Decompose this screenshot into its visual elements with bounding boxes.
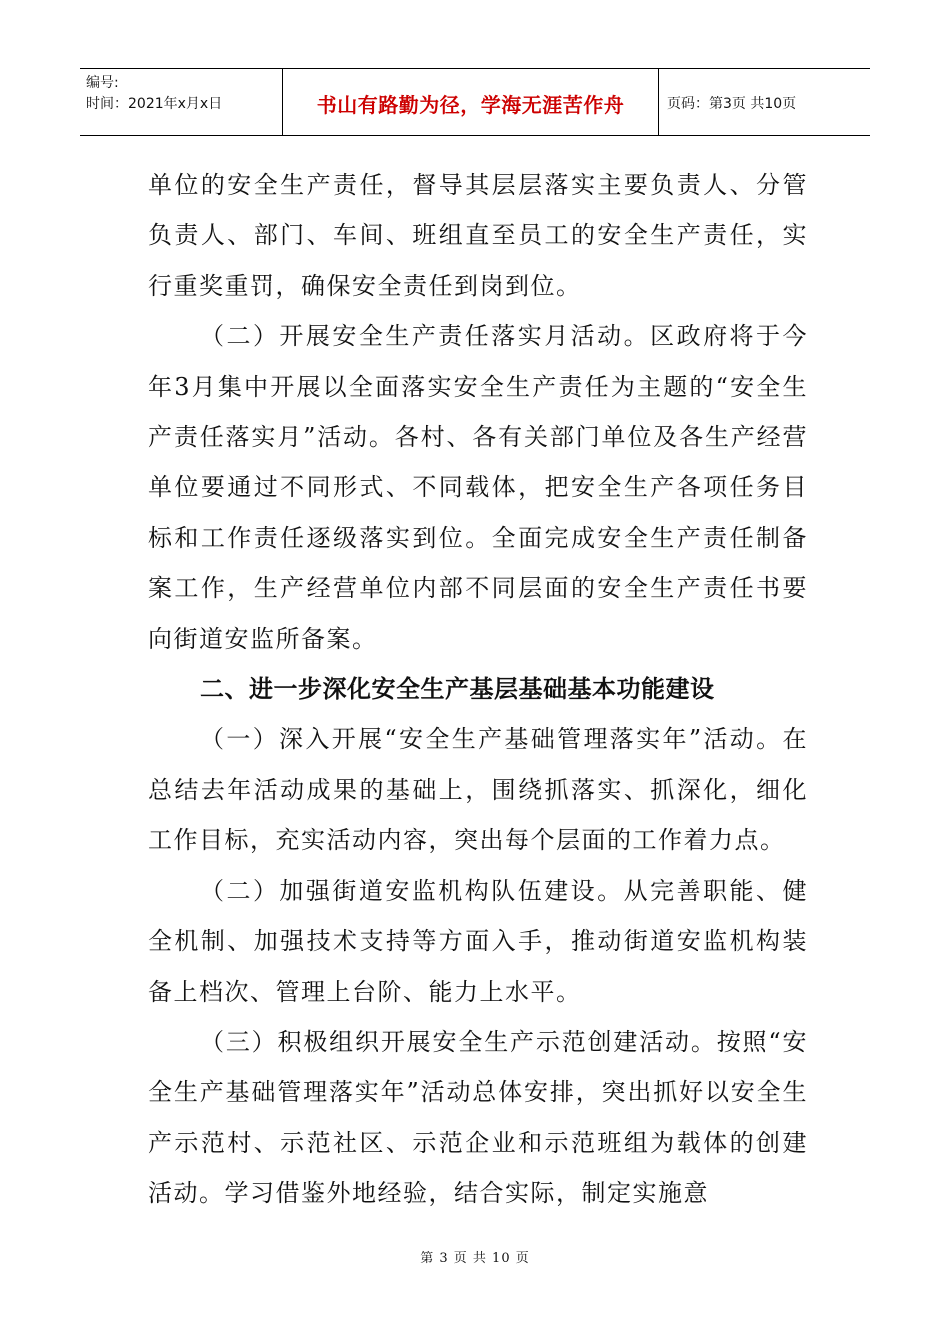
paragraph-foundation-year: （一）深入开展“安全生产基础管理落实年”活动。在总结去年活动成果的基础上，围绕抓落实、抓深化，细化工作目标，充实活动内容，突出每个层面的工作着力点。 bbox=[148, 725, 808, 855]
paragraph-responsibility-month: （二）开展安全生产责任落实月活动。区政府将于今年3月集中开展以全面落实安全生产责任为主题的“安全生产责任落实月”活动。各村、各有关部门单位及各生产经营单位要通过不同形式、不同载体，把安全生产各项任务目标和工作责任逐级落实到位。全面完成安全生产责任制备案工作，生产经营单位内部不同层面的安全生产责任书要向街道安监所备案。 bbox=[148, 322, 808, 653]
number-label: 编号: bbox=[86, 75, 119, 91]
document-body bbox=[148, 160, 808, 1219]
header-motto: 书山有路勤为径，学海无涯苦作舟 bbox=[283, 69, 659, 135]
paragraph-supervision-team: （二）加强街道安监机构队伍建设。从完善职能、健全机制、加强技术支持等方面入手，推动街道安监机构装备上档次、管理上台阶、能力上水平。 bbox=[148, 876, 808, 1006]
page-footer: 第 3 页 共 10 页 bbox=[420, 1251, 530, 1266]
paragraph-continuation: 单位的安全生产责任，督导其层层落实主要负责人、分管负责人、部门、车间、班组直至员工的安全生产责任，实行重奖重罚，确保安全责任到岗到位。 bbox=[148, 171, 808, 300]
time-label: 时间：2021年x月x日 bbox=[86, 96, 223, 112]
page-header bbox=[80, 68, 870, 136]
section-heading-two: 二、进一步深化安全生产基层基础基本功能建设 bbox=[200, 675, 715, 704]
paragraph-demonstration: （三）积极组织开展安全生产示范创建活动。按照“安全生产基础管理落实年”活动总体安排，突出抓好以安全生产示范村、示范社区、示范企业和示范班组为载体的创建活动。学习借鉴外地经验，结合实际，制定实施意 bbox=[148, 1027, 808, 1208]
header-meta bbox=[80, 69, 283, 135]
header-page-info: 页码：第3页 共10页 bbox=[667, 96, 797, 112]
